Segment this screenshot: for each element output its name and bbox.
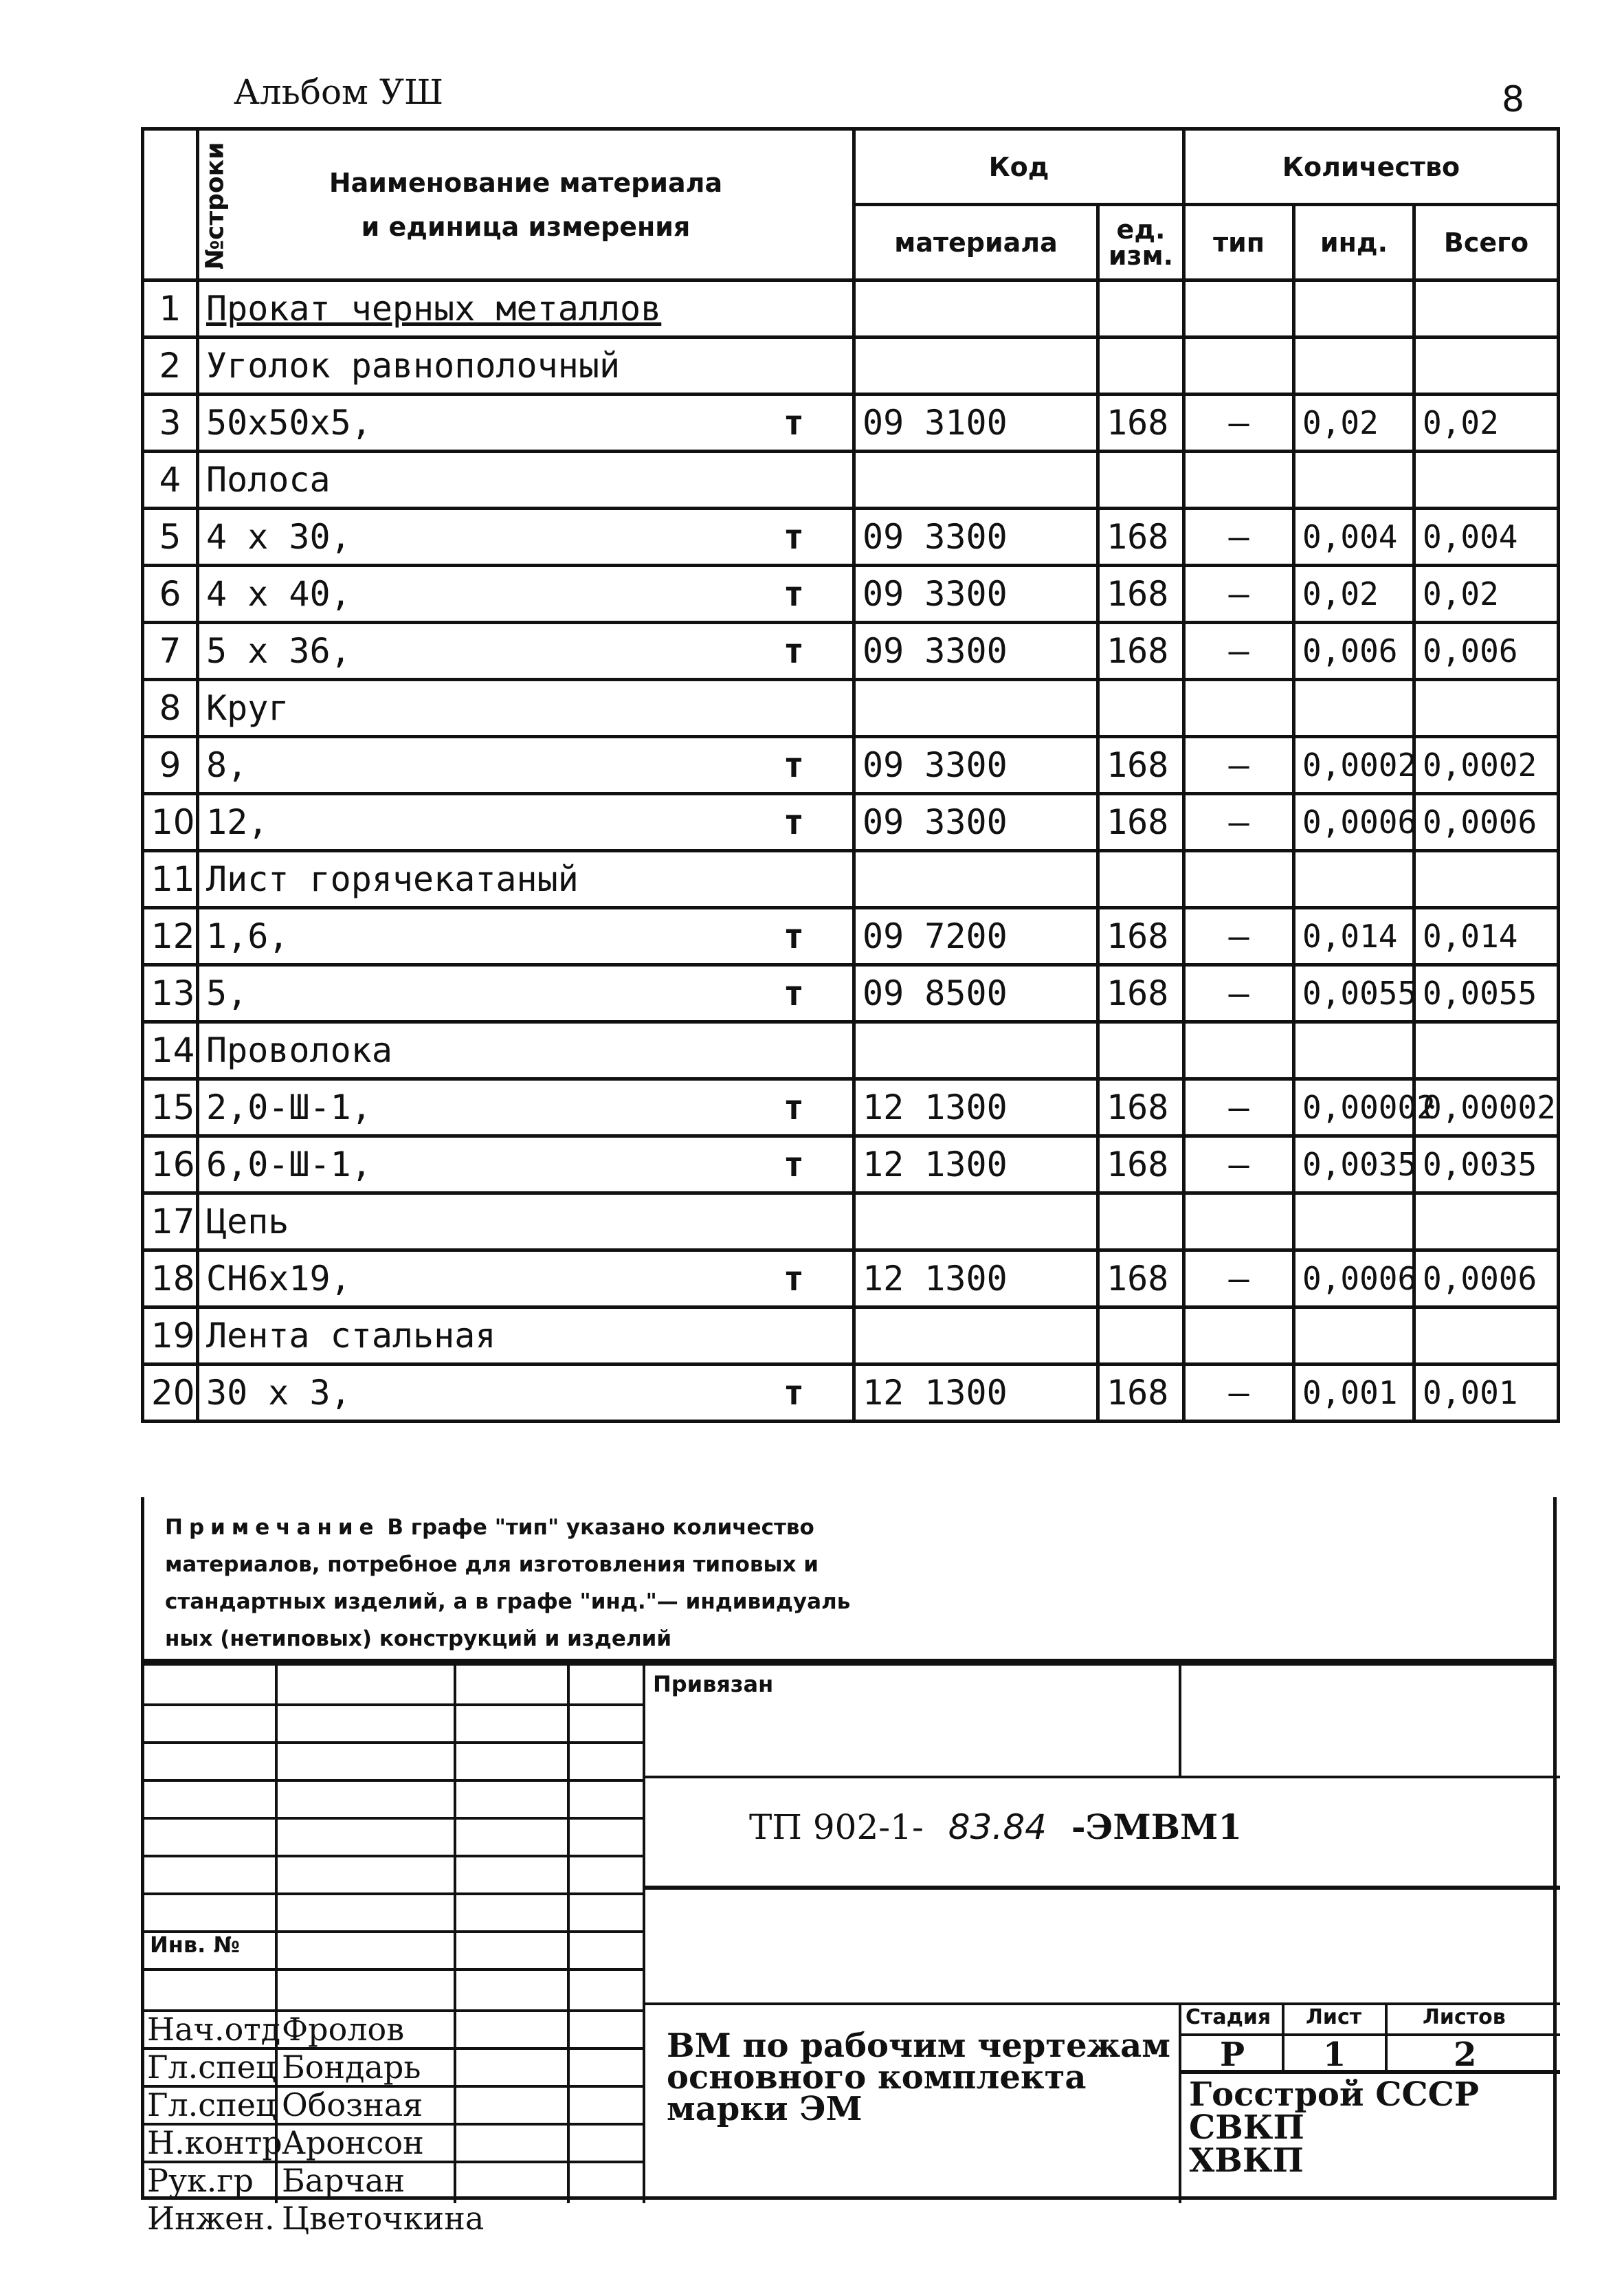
qty-type <box>1184 851 1294 908</box>
table-row <box>143 1079 1559 1136</box>
qty-total <box>1414 680 1559 737</box>
table-row <box>143 1193 1559 1250</box>
row-number: 11 <box>143 851 198 908</box>
qty-ind: 0,0006 <box>1294 1250 1414 1307</box>
qty-type <box>1184 452 1294 509</box>
unit-code: 168 <box>1098 1365 1184 1422</box>
material-unit: т <box>783 916 804 956</box>
material-unit: т <box>783 745 804 785</box>
qty-type <box>1184 338 1294 395</box>
row-number: 17 <box>143 1193 198 1250</box>
unit-code: 168 <box>1098 566 1184 623</box>
album-title: Альбом УШ <box>234 72 444 112</box>
unit-code: 168 <box>1098 1079 1184 1136</box>
qty-total <box>1414 1022 1559 1079</box>
qty-total: 0,0006 <box>1414 1250 1559 1307</box>
material-unit: т <box>783 631 804 671</box>
qty-type <box>1184 1022 1294 1079</box>
signatory-role: Гл.спец <box>147 2049 276 2086</box>
row-number: 3 <box>143 395 198 452</box>
qty-type: – <box>1184 395 1294 452</box>
inv-no-label: Инв. № <box>150 1932 240 1958</box>
col-qty-type: тип <box>1184 205 1294 280</box>
material-name: Лента стальная <box>198 1307 854 1365</box>
qty-type: – <box>1184 908 1294 965</box>
qty-ind <box>1294 280 1414 338</box>
unit-code <box>1098 1307 1184 1365</box>
signatory-role: Нач.отд <box>147 2011 281 2048</box>
signatory-role: Гл.спец <box>147 2086 276 2123</box>
qty-type: – <box>1184 623 1294 680</box>
material-name: 6,0-Ш-1, т <box>198 1136 854 1193</box>
table-row <box>143 1365 1559 1422</box>
qty-total: 0,02 <box>1414 566 1559 623</box>
material-name: 5, т <box>198 965 854 1022</box>
material-name: 2,0-Ш-1, т <box>198 1079 854 1136</box>
unit-code: 168 <box>1098 737 1184 794</box>
qty-ind: 0,0055 <box>1294 965 1414 1022</box>
qty-total <box>1414 338 1559 395</box>
table-row <box>143 566 1559 623</box>
material-name: 50х50х5, т <box>198 395 854 452</box>
unit-code: 168 <box>1098 965 1184 1022</box>
row-number: 7 <box>143 623 198 680</box>
signatory-name: Барчан <box>282 2162 405 2199</box>
material-unit: т <box>783 517 804 557</box>
unit-code: 168 <box>1098 1250 1184 1307</box>
sheets-value: 2 <box>1454 2035 1477 2074</box>
table-row <box>143 851 1559 908</box>
material-unit: т <box>783 1145 804 1184</box>
table-row <box>143 1307 1559 1365</box>
qty-total: 0,004 <box>1414 509 1559 566</box>
page-number: 8 <box>1502 79 1525 120</box>
unit-code: 168 <box>1098 395 1184 452</box>
material-name: СН6х19, т <box>198 1250 854 1307</box>
qty-ind: 0,02 <box>1294 395 1414 452</box>
material-unit: т <box>783 1373 804 1413</box>
col-qty: Количество <box>1184 129 1559 205</box>
qty-total: 0,014 <box>1414 908 1559 965</box>
table-row <box>143 1136 1559 1193</box>
row-number: 8 <box>143 680 198 737</box>
material-unit: т <box>783 1259 804 1299</box>
unit-code <box>1098 851 1184 908</box>
qty-ind: 0,006 <box>1294 623 1414 680</box>
row-number: 6 <box>143 566 198 623</box>
organization: Госстрой СССР СВКП ХВКП <box>1189 2075 1479 2180</box>
material-code <box>854 851 1098 908</box>
material-code <box>854 280 1098 338</box>
doc-code: ТП 902-1- 83.84 -ЭМВМ1 <box>749 1807 1243 1847</box>
unit-code: 168 <box>1098 908 1184 965</box>
qty-ind <box>1294 1022 1414 1079</box>
qty-total: 0,00002 <box>1414 1079 1559 1136</box>
material-unit: т <box>783 574 804 614</box>
table-row <box>143 1250 1559 1307</box>
table-row <box>143 452 1559 509</box>
material-name: 4 х 40, т <box>198 566 854 623</box>
qty-ind <box>1294 680 1414 737</box>
material-code <box>854 452 1098 509</box>
signatory-name: Бондарь <box>282 2049 421 2086</box>
table-row <box>143 395 1559 452</box>
qty-total: 0,0055 <box>1414 965 1559 1022</box>
qty-type: – <box>1184 737 1294 794</box>
qty-type <box>1184 1307 1294 1365</box>
signatory-name: Обозная <box>282 2086 423 2123</box>
qty-total <box>1414 1307 1559 1365</box>
row-number: 9 <box>143 737 198 794</box>
document-description: ВМ по рабочим чертежам основного комплекта марки ЭМ <box>667 2027 1170 2128</box>
qty-ind: 0,001 <box>1294 1365 1414 1422</box>
materials-table <box>141 127 1560 1423</box>
title-block <box>141 1662 1557 2237</box>
qty-ind: 0,02 <box>1294 566 1414 623</box>
qty-ind: 0,0035 <box>1294 1136 1414 1193</box>
unit-code <box>1098 280 1184 338</box>
material-code: 12 1300 <box>854 1250 1098 1307</box>
qty-type <box>1184 280 1294 338</box>
qty-ind: 0,004 <box>1294 509 1414 566</box>
unit-code: 168 <box>1098 509 1184 566</box>
qty-type: – <box>1184 509 1294 566</box>
unit-code <box>1098 452 1184 509</box>
material-name: Круг <box>198 680 854 737</box>
signatory-name: Цветочкина <box>282 2200 485 2237</box>
material-code: 09 3300 <box>854 566 1098 623</box>
material-code: 09 7200 <box>854 908 1098 965</box>
unit-code <box>1098 338 1184 395</box>
unit-code <box>1098 1022 1184 1079</box>
qty-type: – <box>1184 794 1294 851</box>
qty-total <box>1414 452 1559 509</box>
qty-ind <box>1294 1193 1414 1250</box>
qty-ind: 0,0002 <box>1294 737 1414 794</box>
table-row <box>143 623 1559 680</box>
qty-ind <box>1294 338 1414 395</box>
qty-type <box>1184 1193 1294 1250</box>
material-code <box>854 1307 1098 1365</box>
material-name: 1,6, т <box>198 908 854 965</box>
material-name: 4 х 30, т <box>198 509 854 566</box>
row-number: 5 <box>143 509 198 566</box>
qty-ind: 0,00002 <box>1294 1079 1414 1136</box>
qty-total: 0,0006 <box>1414 794 1559 851</box>
unit-code: 168 <box>1098 1136 1184 1193</box>
row-number: 18 <box>143 1250 198 1307</box>
material-code <box>854 338 1098 395</box>
material-code <box>854 680 1098 737</box>
qty-total <box>1414 1193 1559 1250</box>
note: Примечание В графе "тип" указано количество материалов, потребное для изготовления типовых и стандартных изделий, а в графе "инд."— индивидуаль ных (нетиповых) конструкций и изделий <box>165 1515 851 1651</box>
col-qty-total: Всего <box>1414 205 1559 280</box>
row-number: 12 <box>143 908 198 965</box>
qty-ind <box>1294 851 1414 908</box>
material-name: 5 х 36, т <box>198 623 854 680</box>
qty-total <box>1414 851 1559 908</box>
row-number: 20 <box>143 1365 198 1422</box>
material-code: 12 1300 <box>854 1079 1098 1136</box>
qty-total: 0,0002 <box>1414 737 1559 794</box>
unit-code: 168 <box>1098 794 1184 851</box>
qty-type: – <box>1184 965 1294 1022</box>
material-code: 12 1300 <box>854 1365 1098 1422</box>
row-number: 16 <box>143 1136 198 1193</box>
table-row <box>143 965 1559 1022</box>
material-name: 30 х 3, т <box>198 1365 854 1422</box>
material-name: Цепь <box>198 1193 854 1250</box>
material-unit: т <box>783 1088 804 1127</box>
qty-type <box>1184 680 1294 737</box>
qty-total: 0,001 <box>1414 1365 1559 1422</box>
material-name: Лист горячекатаный <box>198 851 854 908</box>
qty-total <box>1414 280 1559 338</box>
col-qty-ind: инд. <box>1294 205 1414 280</box>
unit-code <box>1098 1193 1184 1250</box>
qty-ind: 0,014 <box>1294 908 1414 965</box>
signatory-role: Н.контр <box>147 2124 282 2161</box>
material-code: 09 3300 <box>854 737 1098 794</box>
material-unit: т <box>783 802 804 842</box>
material-code: 09 3300 <box>854 509 1098 566</box>
material-name: Уголок равнополочный <box>198 338 854 395</box>
col-code-material: материала <box>854 205 1098 280</box>
signatory-name: Аронсон <box>282 2124 424 2161</box>
material-code: 09 3300 <box>854 794 1098 851</box>
qty-type: – <box>1184 566 1294 623</box>
qty-type: – <box>1184 1250 1294 1307</box>
row-number: 15 <box>143 1079 198 1136</box>
qty-total: 0,02 <box>1414 395 1559 452</box>
stage-value: Р <box>1220 2035 1245 2074</box>
table-row <box>143 509 1559 566</box>
qty-total: 0,0035 <box>1414 1136 1559 1193</box>
qty-total: 0,006 <box>1414 623 1559 680</box>
material-code: 09 3100 <box>854 395 1098 452</box>
sheet-label: Лист <box>1306 2005 1362 2029</box>
row-number: 4 <box>143 452 198 509</box>
qty-type: – <box>1184 1079 1294 1136</box>
col-code: Код <box>854 129 1184 205</box>
material-name: Прокат черных металлов <box>198 280 854 338</box>
material-name: 12, т <box>198 794 854 851</box>
material-name: Полоса <box>198 452 854 509</box>
signatory-role: Рук.гр <box>147 2162 254 2199</box>
unit-code: 168 <box>1098 623 1184 680</box>
privyazan-label: Привязан <box>653 1671 774 1697</box>
col-code-unit: ед. изм. <box>1098 205 1184 280</box>
table-row <box>143 338 1559 395</box>
col-name: Наименование материала и единица измерения <box>198 129 854 280</box>
material-code: 09 3300 <box>854 623 1098 680</box>
table-row <box>143 737 1559 794</box>
row-number: 10 <box>143 794 198 851</box>
material-code: 09 8500 <box>854 965 1098 1022</box>
col-row-no: №строки <box>143 129 198 280</box>
material-unit: т <box>783 973 804 1013</box>
qty-ind: 0,0006 <box>1294 794 1414 851</box>
sheets-label: Листов <box>1423 2005 1506 2029</box>
unit-code <box>1098 680 1184 737</box>
sheet-value: 1 <box>1323 2035 1346 2074</box>
row-number: 1 <box>143 280 198 338</box>
qty-type: – <box>1184 1136 1294 1193</box>
material-code <box>854 1193 1098 1250</box>
row-number: 2 <box>143 338 198 395</box>
qty-ind <box>1294 1307 1414 1365</box>
table-row <box>143 280 1559 338</box>
qty-type: – <box>1184 1365 1294 1422</box>
material-code: 12 1300 <box>854 1136 1098 1193</box>
table-row <box>143 680 1559 737</box>
material-unit: т <box>783 403 804 443</box>
row-number: 13 <box>143 965 198 1022</box>
table-row <box>143 908 1559 965</box>
row-number: 19 <box>143 1307 198 1365</box>
table-row <box>143 1022 1559 1079</box>
material-name: Проволока <box>198 1022 854 1079</box>
row-number: 14 <box>143 1022 198 1079</box>
qty-ind <box>1294 452 1414 509</box>
material-name: 8, т <box>198 737 854 794</box>
stage-label: Стадия <box>1186 2005 1271 2029</box>
signatory-role: Инжен. <box>147 2200 275 2237</box>
table-row <box>143 794 1559 851</box>
material-code <box>854 1022 1098 1079</box>
signatory-name: Фролов <box>282 2011 405 2048</box>
